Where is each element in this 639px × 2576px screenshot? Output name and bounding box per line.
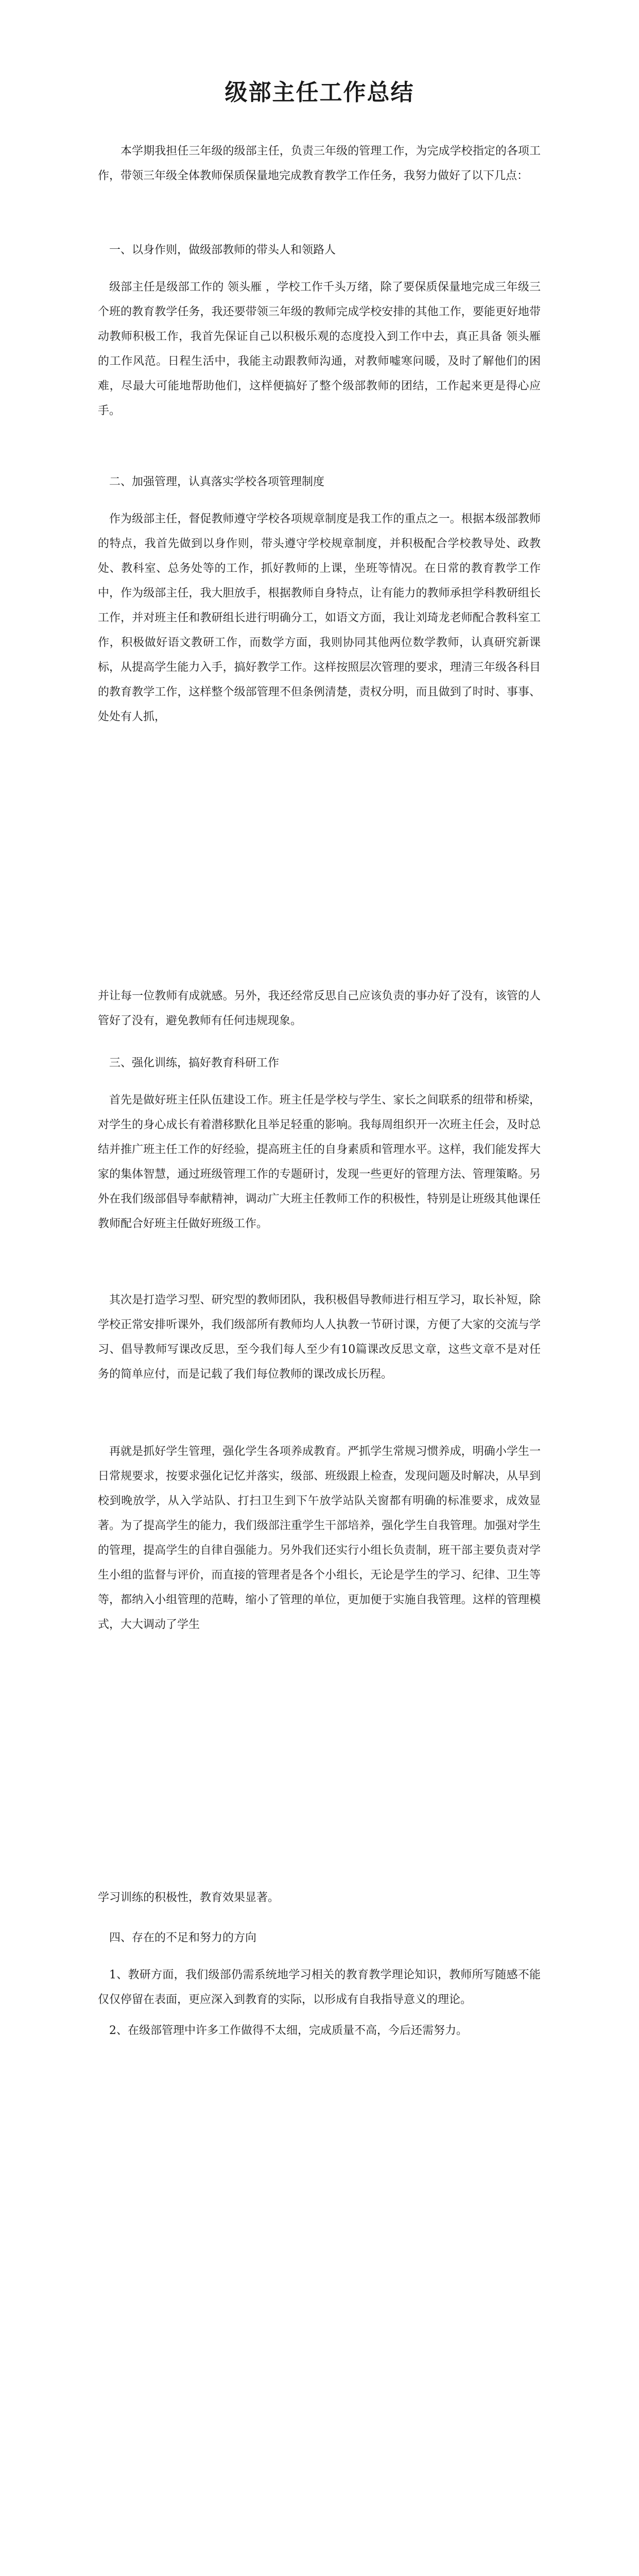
section-4-item-2: 2、在级部管理中许多工作做得不太细，完成质量不高，今后还需努力。 (109, 2024, 468, 2037)
section-heading-4: 四、存在的不足和努力的方向 (109, 1931, 257, 1944)
section-3-paragraph-d: 学习训练的积极性，教育效果显著。 (98, 1891, 280, 1904)
section-heading-1: 一、以身作则，做级部教师的带头人和领路人 (109, 244, 336, 257)
section-heading-3: 三、强化训练，搞好教育科研工作 (109, 1057, 280, 1070)
section-4-item-1: 1、教研方面，我们级部仍需系统地学习相关的教育教学理论知识，教师所写随感不能仅仅停留在表面，更应深入到教育的实际，以形成有自我指导意义的理论。 (98, 1969, 541, 2006)
section-heading-2: 二、加强管理，认真落实学校各项管理制度 (109, 476, 325, 488)
section-1-paragraph: 级部主任是级部工作的 领头雁 ，学校工作千头万绪，除了要保质保量地完成三年级三个班的教育教学任务，我还要带领三年级的教师完成学校安排的其他工作，要能更好地带动教师积极工作，我首先保证自己以积极乐观的态度投入到工作中去，真正具备 领头雁 的工作风范。日程生活中，我能主动跟教师沟通，对教师嘘寒问暖，及时了解他们的困难，尽最大可能地帮助他们，这样便搞好了整个级部教师的团结，工作起来更是得心应手。 (98, 281, 541, 417)
section-2-paragraph-b: 并让每一位教师有成就感。另外，我还经常反思自己应该负责的事办好了没有，该管的人管好了没有，避免教师有任何违规现象。 (98, 990, 541, 1027)
document-title: 级部主任工作总结 (224, 79, 415, 106)
section-3-paragraph-b: 其次是打造学习型、研究型的教师团队，我积极倡导教师进行相互学习，取长补短，除学校正常安排听课外，我们级部所有教师均人人执教一节研讨课，方便了大家的交流与学习、倡导教师写课改反思，至今我们每人至少有10篇课改反思文章，这些文章不是对任务的简单应付，而是记载了我们每位教师的课改成长历程。 (98, 1294, 541, 1381)
section-3-paragraph-a: 首先是做好班主任队伍建设工作。班主任是学校与学生、家长之间联系的纽带和桥梁，对学生的身心成长有着潜移默化且举足轻重的影响。我每周组织开一次班主任会，及时总结并推广班主任工作的好经验，提高班主任的自身素质和管理水平。这样，我们能发挥大家的集体智慧，通过班级管理工作的专题研讨，发现一些更好的管理方法、管理策略。另外在我们级部倡导奉献精神，调动广大班主任教师工作的积极性，特别是让班级其他课任教师配合好班主任做好班级工作。 (98, 1094, 541, 1230)
section-3-paragraph-c: 再就是抓好学生管理，强化学生各项养成教育。严抓学生常规习惯养成，明确小学生一日常规要求，按要求强化记忆并落实，级部、班级跟上检查，发现问题及时解决，从早到校到晚放学，从入学站队、打扫卫生到下午放学站队关窗都有明确的标准要求，成效显著。为了提高学生的能力，我们级部注重学生干部培养，强化学生自我管理。加强对学生的管理，提高学生的自律自强能力。另外我们还实行小组长负责制，班干部主要负责对学生小组的监督与评价，而直接的管理者是各个小组长，无论是学生的学习、纪律、卫生等等，都纳入小组管理的范畴，缩小了管理的单位，更加便于实施自我管理。这样的管理模式，大大调动了学生 (98, 1445, 541, 1631)
intro-paragraph: 本学期我担任三年级的级部主任，负责三年级的管理工作，为完成学校指定的各项工作，带领三年级全体教师保质保量地完成教育教学工作任务，我努力做好了以下几点： (98, 145, 541, 182)
section-2-paragraph-a: 作为级部主任，督促教师遵守学校各项规章制度是我工作的重点之一。根据本级部教师的特点，我首先做到以身作则，带头遵守学校规章制度，并积极配合学校教导处、政教处、教科室、总务处等的工作，抓好教师的上课，坐班等情况。在日常的教育教学工作中，作为级部主任，我大胆放手，根据教师自身特点，让有能力的教师承担学科教研组长工作，并对班主任和教研组长进行明确分工，如语文方面，我让刘琦龙老师配合教科室工作，积极做好语文教研工作，而数学方面，我则协同其他两位数学教师，认真研究新课标，从提高学生能力入手，搞好教学工作。这样按照层次管理的要求，理清三年级各科目的教育教学工作，这样整个级部管理不但条例清楚，责权分明，而且做到了时时、事事、处处有人抓， (98, 513, 541, 723)
